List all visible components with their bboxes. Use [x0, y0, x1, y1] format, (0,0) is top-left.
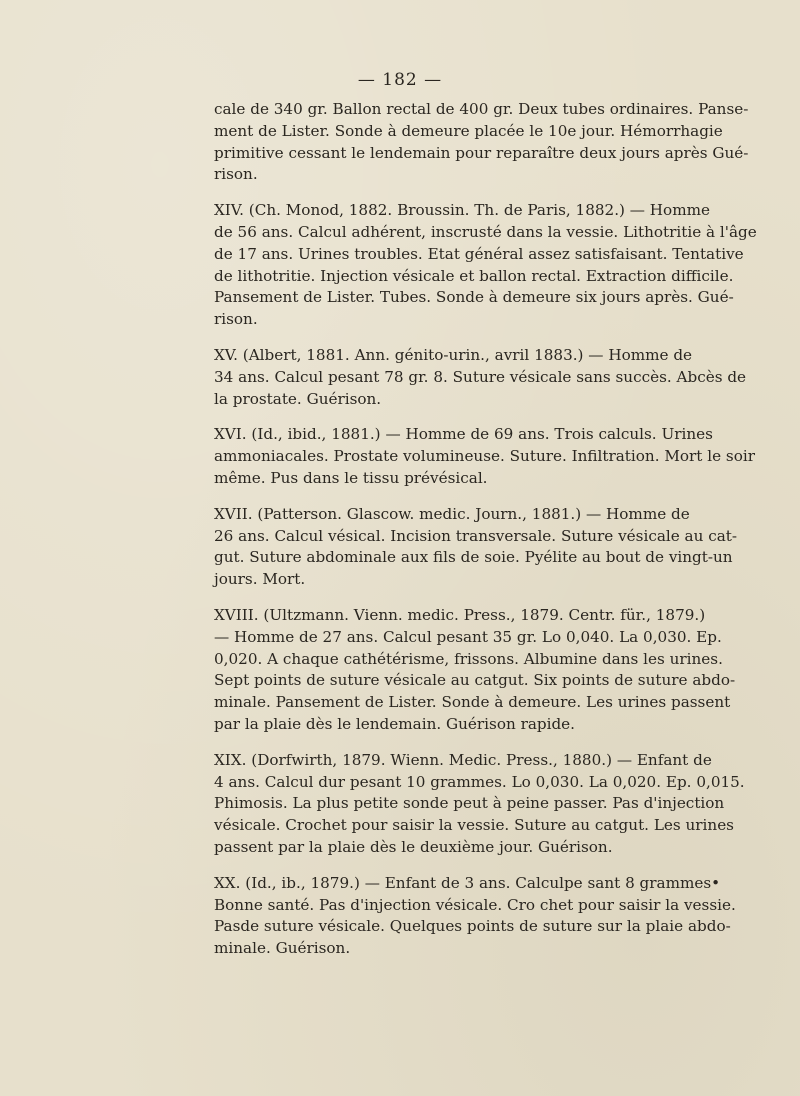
text-line: ment de Lister. Sonde à demeure placée le 10e jour. Hémorrhagie	[214, 121, 723, 140]
text-line: par la plaie dès le lendemain. Guérison rapide.	[214, 714, 575, 733]
text-line: de lithotritie. Injection vésicale et ballon rectal. Extraction difficile.	[214, 266, 734, 285]
text-line: XVI. (Id., ibid., 1881.) — Homme de 69 ans. Trois calculs. Urines	[214, 425, 713, 444]
text-line: primitive cessant le lendemain pour reparaître deux jours après Gué-	[214, 143, 749, 162]
text-line: Pasde suture vésicale. Quelques points de suture sur la plaie abdo-	[214, 917, 731, 936]
text-line: rison.	[214, 310, 258, 329]
text-line: 4 ans. Calcul dur pesant 10 grammes. Lo 0,030. La 0,020. Ep. 0,015.	[214, 772, 745, 791]
text-line: de 17 ans. Urines troubles. Etat général assez satisfaisant. Tentative	[214, 244, 744, 263]
text-line: 34 ans. Calcul pesant 78 gr. 8. Suture vésicale sans succès. Abcès de	[214, 367, 747, 386]
text-line: minale. Pansement de Lister. Sonde à demeure. Les urines passent	[214, 693, 731, 712]
text-line: de 56 ans. Calcul adhérent, inscrusté dans la vessie. Lithotritie à l'âge	[214, 222, 757, 241]
text-line: XIV. (Ch. Monod, 1882. Broussin. Th. de Paris, 1882.) — Homme	[214, 201, 710, 220]
case-entry	[214, 605, 736, 736]
text-line: XVIII. (Ultzmann. Vienn. medic. Press., 1879. Centr. für., 1879.)	[214, 605, 706, 624]
case-entry	[214, 504, 738, 591]
text-line: ammoniacales. Prostate volumineuse. Suture. Infiltration. Mort le soir	[214, 447, 755, 466]
text-line: jours. Mort.	[214, 570, 306, 589]
case-entry	[214, 873, 736, 960]
text-line: gut. Suture abdominale aux fils de soie. Pyélite au bout de vingt-un	[214, 548, 733, 567]
case-entry	[214, 200, 757, 331]
text-line: 0,020. A chaque cathétérisme, frissons. Albumine dans les urines.	[214, 649, 723, 668]
case-entry	[214, 424, 755, 489]
text-line: — Homme de 27 ans. Calcul pesant 35 gr. Lo 0,040. La 0,030. Ep.	[214, 627, 722, 646]
text-line: minale. Guérison.	[214, 939, 351, 958]
text-line: passent par la plaie dès le deuxième jour. Guérison.	[214, 837, 613, 856]
text-line: Phimosis. La plus petite sonde peut à peine passer. Pas d'injection	[214, 794, 725, 813]
text-line: cale de 340 gr. Ballon rectal de 400 gr. Deux tubes ordinaires. Panse-	[214, 100, 749, 118]
text-line: vésicale. Crochet pour saisir la vessie. Suture au catgut. Les urines	[214, 816, 734, 835]
text-line: XVII. (Patterson. Glascow. medic. Journ., 1881.) — Homme de	[214, 504, 690, 523]
text-line: XIX. (Dorfwirth, 1879. Wienn. Medic. Press., 1880.) — Enfant de	[214, 750, 712, 769]
page-number: — 182 —	[357, 70, 443, 90]
text-line: même. Pus dans le tissu prévésical.	[214, 468, 488, 487]
text-line: XV. (Albert, 1881. Ann. génito-urin., avril 1883.) — Homme de	[214, 345, 693, 364]
text-line: Pansement de Lister. Tubes. Sonde à demeure six jours après. Gué-	[214, 288, 734, 307]
text-line: Bonne santé. Pas d'injection vésicale. Cro chet pour saisir la vessie.	[214, 895, 736, 914]
text-line: Sept points de suture vésicale au catgut. Six points de suture abdo-	[214, 671, 736, 690]
text-line: la prostate. Guérison.	[214, 389, 382, 408]
case-entry	[214, 99, 749, 186]
body-text	[214, 99, 757, 974]
text-line: 26 ans. Calcul vésical. Incision transversale. Suture vésicale au cat-	[214, 526, 738, 545]
case-entry	[214, 750, 745, 859]
case-entry	[214, 345, 747, 410]
text-line: rison.	[214, 165, 258, 184]
text-line: XX. (Id., ib., 1879.) — Enfant de 3 ans. Calculpe sant 8 grammes•	[214, 873, 721, 892]
